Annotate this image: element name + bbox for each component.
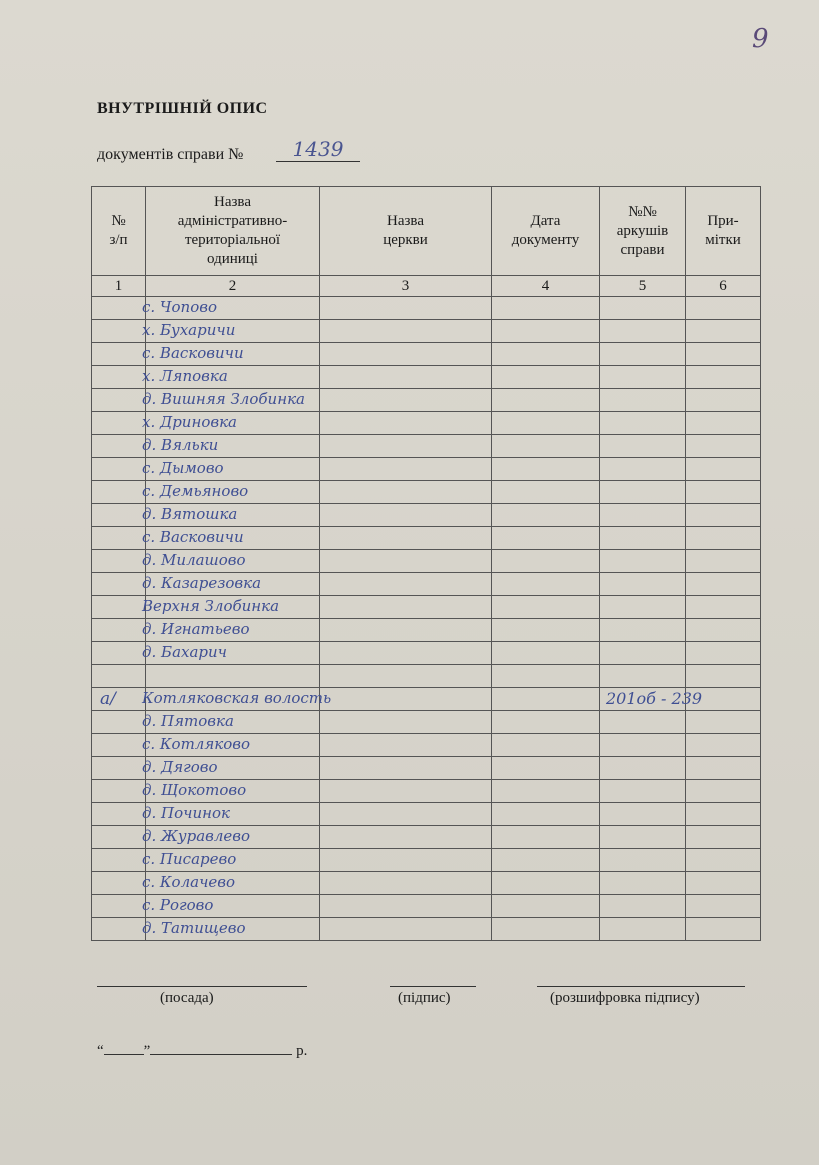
table-cell: [686, 757, 761, 780]
table-cell: [686, 458, 761, 481]
row-number-cell: [92, 665, 146, 688]
table-cell: [320, 573, 492, 596]
table-cell: [492, 734, 600, 757]
row-number-cell: [92, 389, 305, 412]
table-cell: [492, 826, 600, 849]
table-cell: [320, 711, 492, 734]
row-number-cell: [92, 711, 234, 734]
table-cell: [686, 481, 761, 504]
row-number-cell: [92, 596, 280, 619]
unit-name: Котляковская волость: [142, 689, 332, 707]
row-number-cell: [92, 435, 219, 458]
table-cell: [320, 803, 492, 826]
column-number-1: 1: [92, 276, 146, 297]
table-cell: [320, 527, 492, 550]
table-cell: [686, 297, 761, 320]
case-number: 1439: [276, 137, 360, 162]
table-cell: [686, 527, 761, 550]
column-number-2: 2: [146, 276, 320, 297]
unit-name: Верхня Злобинка: [142, 597, 280, 615]
table-cell: [686, 918, 761, 941]
table-row: [92, 849, 761, 872]
sheets-cell: [600, 849, 686, 872]
table-cell: [320, 872, 492, 895]
row-number-cell: [92, 619, 250, 642]
inventory-table: [91, 186, 761, 941]
sheet-range: 201об - 239: [606, 689, 703, 708]
table-cell: [492, 573, 600, 596]
table-cell: [492, 895, 600, 918]
table-cell: [320, 389, 492, 412]
table-row: [92, 412, 761, 435]
page-title: ВНУТРІШНІЙ ОПИС: [97, 100, 268, 117]
table-row: [92, 366, 761, 389]
unit-name: с. Васковичи: [142, 344, 244, 362]
sheets-cell: [600, 504, 686, 527]
position-line: [97, 986, 307, 987]
table-cell: [686, 826, 761, 849]
table-cell: [320, 412, 492, 435]
row-number-cell: [92, 366, 228, 389]
table-cell: [686, 895, 761, 918]
unit-name: с. Чопово: [142, 298, 218, 316]
table-cell: [320, 826, 492, 849]
table-row: [92, 872, 761, 895]
table-cell: [686, 849, 761, 872]
table-cell: [492, 642, 600, 665]
table-cell: [686, 665, 761, 688]
unit-name: с. Васковичи: [142, 528, 244, 546]
table-row: [92, 320, 761, 343]
column-header-3: Назва церкви: [320, 187, 492, 276]
table-cell: [320, 320, 492, 343]
table-cell: [320, 780, 492, 803]
unit-name: д. Казарезовка: [142, 574, 262, 592]
table-row: [92, 527, 761, 550]
column-number-6: 6: [686, 276, 761, 297]
row-number-cell: [92, 550, 246, 573]
table-cell: [320, 366, 492, 389]
sheets-cell: [600, 320, 686, 343]
date-day-blank: [104, 1040, 144, 1055]
sheets-cell: [600, 527, 686, 550]
table-cell: [320, 895, 492, 918]
table-cell: [492, 872, 600, 895]
date-open-quote: “: [97, 1043, 104, 1059]
table-cell: [320, 642, 492, 665]
table-cell: [492, 619, 600, 642]
table-cell: [686, 550, 761, 573]
table-cell: [492, 665, 600, 688]
unit-name: д. Журавлево: [142, 827, 251, 845]
table-cell: [686, 343, 761, 366]
table-row: [92, 389, 761, 412]
folio-number: 9: [752, 24, 769, 54]
row-number-cell: [92, 458, 224, 481]
unit-name: д. Щокотово: [142, 781, 247, 799]
table-cell: [320, 849, 492, 872]
sheets-cell: [600, 343, 686, 366]
row-number-cell: [92, 780, 247, 803]
date-line: [97, 1040, 307, 1060]
table-cell: [320, 665, 492, 688]
table-cell: [686, 872, 761, 895]
table-row: [92, 573, 761, 596]
unit-name: х. Бухаричи: [142, 321, 236, 339]
table-row: [92, 297, 761, 320]
date-suffix: р.: [296, 1043, 308, 1059]
row-number-cell: [92, 343, 244, 366]
table-cell: [492, 688, 600, 711]
sheets-cell: [600, 757, 686, 780]
position-label: (посада): [160, 990, 214, 1006]
table-row: [92, 481, 761, 504]
row-number-cell: [92, 481, 249, 504]
table-row: [92, 711, 761, 734]
row-number-cell: [92, 412, 237, 435]
column-number-3: 3: [320, 276, 492, 297]
column-header-6: При- мітки: [686, 187, 761, 276]
column-header-1: № з/п: [92, 187, 146, 276]
sheets-cell: [600, 550, 686, 573]
table-cell: [686, 389, 761, 412]
table-row: [92, 688, 761, 711]
row-number-cell: [92, 895, 214, 918]
row-number-cell: [92, 527, 244, 550]
table-cell: [146, 665, 320, 688]
sheets-cell: [600, 711, 686, 734]
table-row: [92, 734, 761, 757]
sheets-cell: [600, 297, 686, 320]
table-cell: [686, 642, 761, 665]
unit-name: х. Дриновка: [142, 413, 237, 431]
table-cell: [492, 803, 600, 826]
table-cell: [492, 435, 600, 458]
table-cell: [686, 504, 761, 527]
row-number-cell: [92, 757, 218, 780]
unit-name: д. Татищево: [142, 919, 246, 937]
table-cell: [492, 366, 600, 389]
sheets-cell: [600, 458, 686, 481]
date-month-blank: [150, 1040, 292, 1055]
table-cell: [320, 550, 492, 573]
table-cell: [320, 343, 492, 366]
table-cell: [492, 297, 600, 320]
row-number-cell: [92, 826, 251, 849]
row-number-cell: [92, 504, 238, 527]
date-close-quote: ”: [143, 1043, 151, 1059]
table-row: [92, 596, 761, 619]
table-row: [92, 343, 761, 366]
table-row: [92, 435, 761, 458]
table-cell: [492, 849, 600, 872]
unit-name: с. Демьяново: [142, 482, 249, 500]
table-row: [92, 895, 761, 918]
table-row: [92, 642, 761, 665]
table-cell: [686, 780, 761, 803]
row-number-cell: [92, 297, 218, 320]
signature-line: [390, 986, 476, 987]
sheets-cell: [600, 481, 686, 504]
table-cell: [492, 757, 600, 780]
table-cell: [686, 412, 761, 435]
table-cell: [492, 711, 600, 734]
table-row: [92, 780, 761, 803]
table-cell: [492, 389, 600, 412]
table-row: [92, 757, 761, 780]
row-number-cell: [92, 688, 332, 711]
table-cell: [492, 780, 600, 803]
column-header-4: Дата документу: [492, 187, 600, 276]
table-cell: [320, 688, 492, 711]
table-cell: [686, 711, 761, 734]
column-number-4: 4: [492, 276, 600, 297]
sheets-cell: [600, 573, 686, 596]
sheets-cell: [600, 412, 686, 435]
unit-name: д. Бахарич: [142, 643, 228, 661]
row-number-cell: [92, 803, 231, 826]
table-cell: [492, 412, 600, 435]
sheets-cell: [600, 895, 686, 918]
row-number-cell: [92, 872, 236, 895]
table-cell: [320, 619, 492, 642]
sheets-cell: [600, 918, 686, 941]
unit-name: д. Вишняя Злобинка: [142, 390, 305, 408]
unit-name: х. Ляповка: [142, 367, 228, 385]
column-number-row: [92, 276, 761, 297]
sheets-cell: [600, 642, 686, 665]
signature-label: (підпис): [398, 990, 451, 1006]
table-cell: [686, 435, 761, 458]
table-cell: [686, 596, 761, 619]
table-cell: [320, 918, 492, 941]
table-cell: [492, 550, 600, 573]
table-cell: [320, 596, 492, 619]
table-cell: [320, 458, 492, 481]
table-cell: [320, 481, 492, 504]
sheets-cell: [600, 872, 686, 895]
table-cell: [492, 596, 600, 619]
row-number-cell: [92, 734, 251, 757]
table-cell: [492, 458, 600, 481]
table-cell: [492, 320, 600, 343]
sheets-cell: [600, 366, 686, 389]
sheets-cell: [600, 619, 686, 642]
row-number-cell: [92, 320, 236, 343]
sheets-cell: [600, 826, 686, 849]
unit-name: д. Игнатьево: [142, 620, 250, 638]
unit-name: с. Дымово: [142, 459, 224, 477]
table-row: [92, 504, 761, 527]
row-marker: а/: [100, 689, 116, 709]
table-cell: [686, 619, 761, 642]
column-header-2: Назва адміністративно- територіальної одиниці: [146, 187, 320, 276]
table-cell: [492, 343, 600, 366]
table-cell: [686, 734, 761, 757]
table-row: [92, 665, 761, 688]
table-row: [92, 550, 761, 573]
table-cell: [320, 435, 492, 458]
sheets-cell: [600, 688, 703, 711]
table-cell: [686, 320, 761, 343]
table-cell: [320, 757, 492, 780]
column-number-5: 5: [600, 276, 686, 297]
column-header-5: №№ аркушів справи: [600, 187, 686, 276]
unit-name: д. Вяльки: [142, 436, 219, 454]
case-label: документів справи №: [97, 146, 244, 163]
sheets-cell: [600, 596, 686, 619]
sheets-cell: [600, 803, 686, 826]
unit-name: д. Починок: [142, 804, 231, 822]
table-row: [92, 458, 761, 481]
unit-name: с. Писарево: [142, 850, 237, 868]
table-cell: [492, 527, 600, 550]
decode-label: (розшифровка підпису): [550, 990, 700, 1006]
table-cell: [492, 481, 600, 504]
table-row: [92, 918, 761, 941]
sheets-cell: [600, 734, 686, 757]
row-number-cell: [92, 849, 237, 872]
table-row: [92, 619, 761, 642]
table-cell: [320, 297, 492, 320]
table-cell: [320, 504, 492, 527]
table-row: [92, 803, 761, 826]
row-number-cell: [92, 642, 228, 665]
sheets-cell: [600, 665, 686, 688]
row-number-cell: [92, 573, 262, 596]
table-header-row: [92, 187, 761, 276]
unit-name: д. Пятовка: [142, 712, 234, 730]
table-cell: [686, 573, 761, 596]
unit-name: с. Рогово: [142, 896, 214, 914]
unit-name: с. Колачево: [142, 873, 236, 891]
table-cell: [320, 734, 492, 757]
table-cell: [492, 918, 600, 941]
decode-line: [537, 986, 745, 987]
unit-name: д. Милашово: [142, 551, 246, 569]
unit-name: д. Дягово: [142, 758, 218, 776]
unit-name: с. Котляково: [142, 735, 251, 753]
sheets-cell: [600, 389, 686, 412]
table-cell: [686, 803, 761, 826]
unit-name: д. Вятошка: [142, 505, 238, 523]
sheets-cell: [600, 780, 686, 803]
row-number-cell: [92, 918, 246, 941]
table-cell: [492, 504, 600, 527]
sheets-cell: [600, 435, 686, 458]
table-row: [92, 826, 761, 849]
table-cell: [686, 366, 761, 389]
